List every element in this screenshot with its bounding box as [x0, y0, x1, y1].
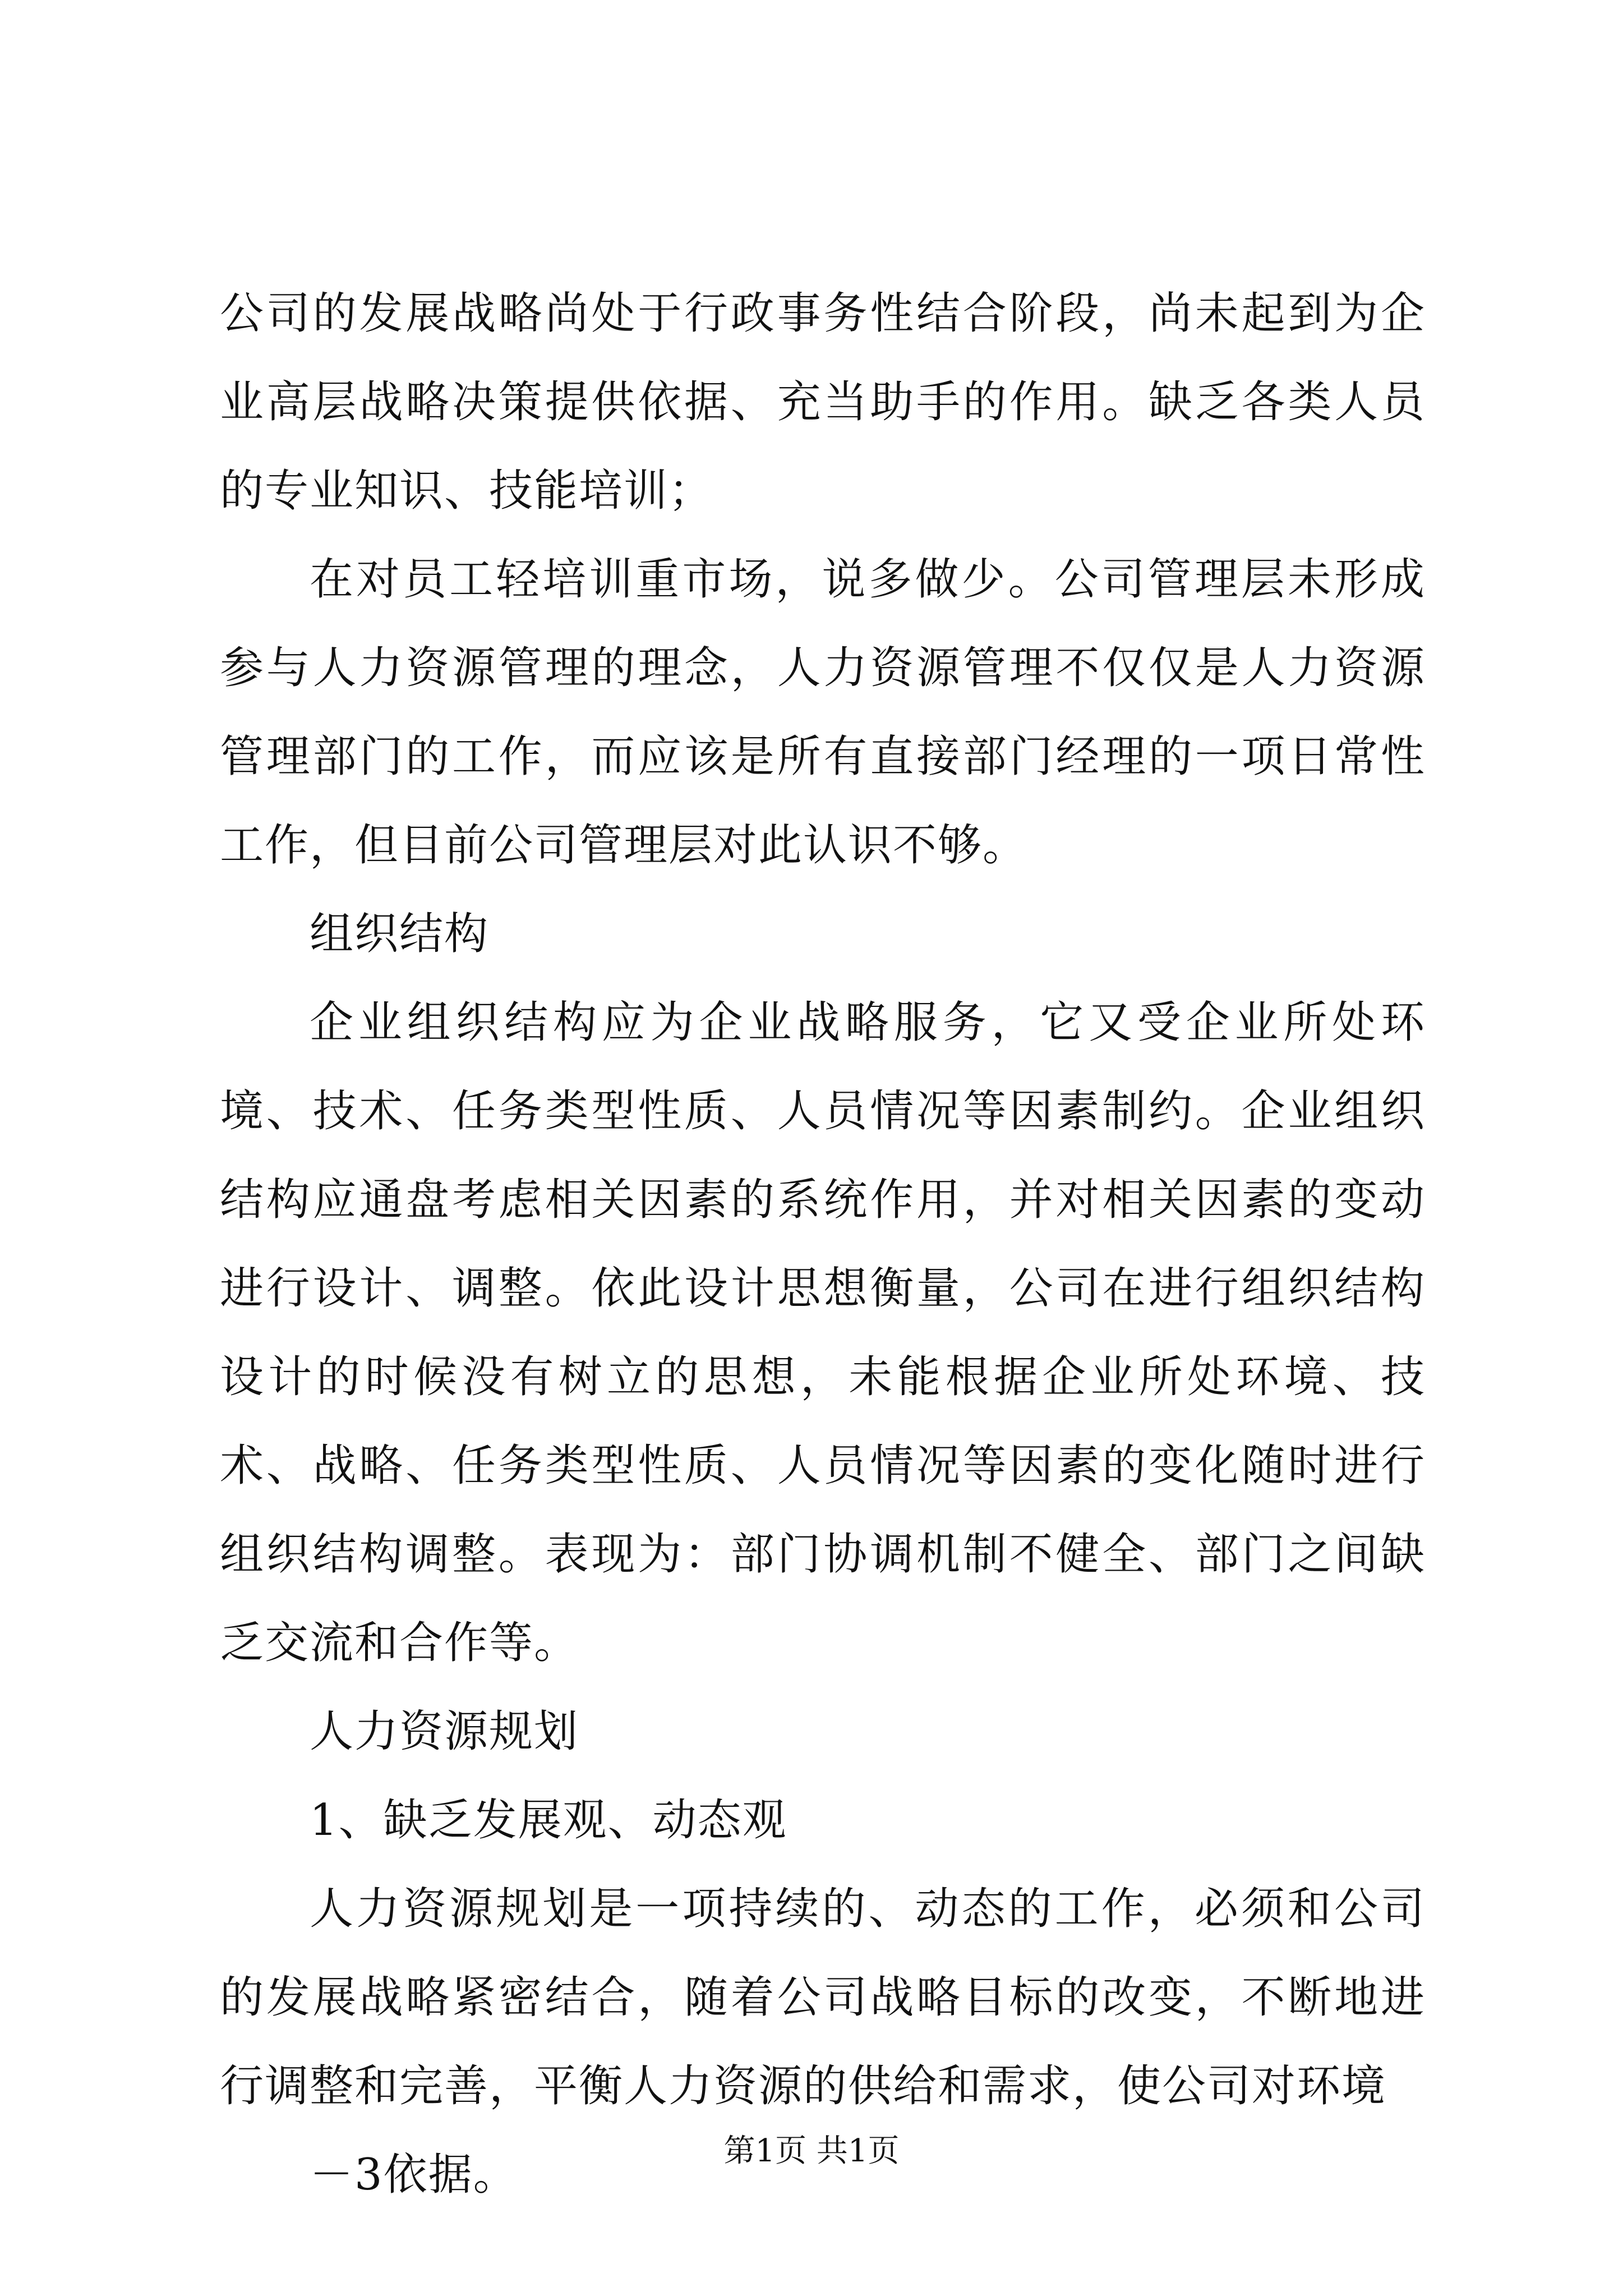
subheading-lack-of-development-view: 1、缺乏发展观、动态观: [310, 1795, 787, 1846]
paragraph-hr-planning: 人力资源规划是一项持续的、动态的工作，必须和公司的发展战略紧密结合，随着公司战略目标的改变，不断地进行调整和完善，平衡人力资源的供给和需求，使公司对环境: [220, 1884, 1426, 2111]
paragraph-strategy-stage: 公司的发展战略尚处于行政事务性结合阶段，尚未起到为企业高层战略决策提供依据、充当助手的作用。缺乏各类人员的专业知识、技能培训；: [220, 288, 1426, 516]
paragraph-page-fragment: －3依据。: [310, 2150, 518, 2200]
paragraph-training-management: 在对员工轻培训重市场，说多做少。公司管理层未形成参与人力资源管理的理念，人力资源管理不仅仅是人力资源管理部门的工作，而应该是所有直接部门经理的一项日常性工作，但目前公司管理层对此认识不够。: [220, 554, 1426, 871]
paragraph-organization-structure: 企业组织结构应为企业战略服务，它又受企业所处环境、技术、任务类型性质、人员情况等因素制约。企业组织结构应通盘考虑相关因素的系统作用，并对相关因素的变动进行设计、调整。依此设计思想衡量，公司在进行组织结构设计的时候没有树立的思想，未能根据企业所处环境、技术、战略、任务类型性质、人员情况等因素的变化随时进行组织结构调整。表现为：部门协调机制不健全、部门之间缺乏交流和合作等。: [220, 997, 1426, 1668]
page-number-label: 第1页 共1页: [723, 2133, 900, 2169]
heading-hr-planning: 人力资源规划: [310, 1706, 579, 1757]
heading-organization-structure: 组织结构: [310, 909, 490, 959]
document-body: [220, 269, 1426, 2219]
page-footer: [0, 2129, 1623, 2174]
